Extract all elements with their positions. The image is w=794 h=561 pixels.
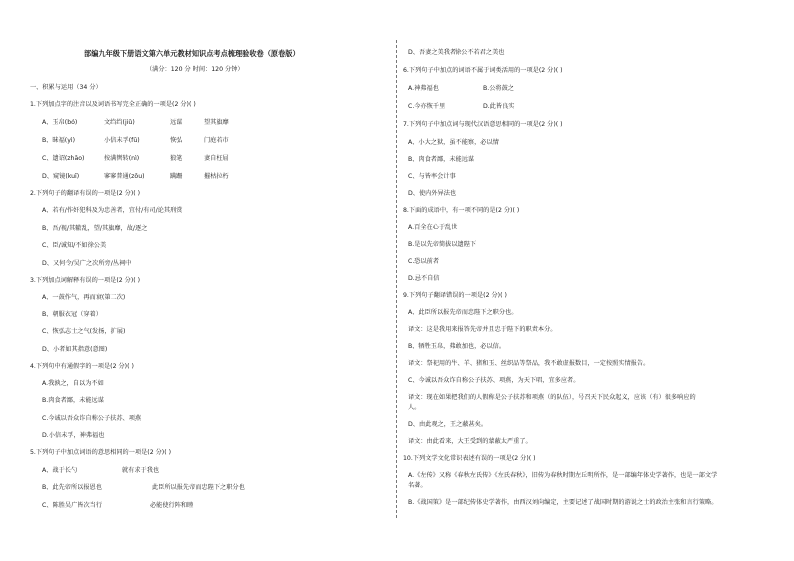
q9-translation-d: 译文：由此看来，大王受到的蒙蔽太严重了。: [408, 438, 532, 445]
q3-option-c: C、恢弘志士之气(发扬，扩展): [42, 328, 126, 335]
q5-option-d-1: D、吾妻之美我者: [408, 49, 457, 56]
q9-translation-c: 译文：现在如果把我们的人假称是公子扶苏和项燕（的队伍），号召天下民众起义，应该（有）很多响应的: [408, 394, 696, 401]
q6-option-b: B.公将鼓之: [483, 85, 514, 92]
q7-option-b: B、肉食者鄙，未能远谋: [408, 156, 475, 163]
exam-title: 部编九年级下册语文第六单元教材知识点考点梳理验收卷（原卷版）: [84, 49, 300, 58]
q1-option-b-2: 小信未孚(fū): [104, 137, 140, 144]
q1-option-b-4: 门庭若市: [204, 137, 229, 144]
q4-option-b: B.肉食者鄙，未能远谋: [42, 397, 104, 404]
question-1-stem: 1.下列加点字的注音以及词语书写完全正确的一项是(2 分)( ): [30, 101, 196, 108]
column-divider: [396, 40, 397, 518]
q10-option-b: B.《战国策》是一部纪传体史学著作，由西汉刘向编定，主要记述了战国时期的游说之士的政治主张和言行策略。: [408, 499, 718, 506]
q3-option-b: B、朝服衣冠（穿着）: [42, 311, 102, 318]
q7-option-c: C、与皆率会计事: [408, 173, 456, 180]
q8-option-d: D.忌不自信: [408, 275, 440, 282]
q8-option-c: C.恐以前者: [408, 258, 440, 265]
q7-option-d: D、使内外异法也: [408, 190, 457, 197]
q6-option-c: C.今亦恢千里: [408, 103, 446, 110]
q6-option-a: A.神弗福也: [408, 85, 439, 92]
q8-option-a: A.百全在心于乱世: [408, 224, 458, 231]
q1-option-c-2: 按满辔转(nì): [104, 155, 140, 162]
q3-option-d: D、小者如其指意(意图): [42, 346, 108, 353]
q2-option-b: B、吾/视/其辙乱，望/其旗靡，故/逐之: [42, 225, 148, 232]
q1-option-a-1: A、玉帛(bó): [42, 119, 78, 126]
q1-option-d-2: 寥寥普通(zōu): [104, 173, 145, 180]
q8-option-b: B.是以先帝简拔以遗陛下: [408, 241, 477, 248]
q10-option-a: A.《左传》又称《春秋左氏传》《左氏春秋》，旧传为春秋时期左丘明所作，是一部编年体史学著作，也是一部文学: [408, 472, 718, 479]
q5-option-a-1: A、战于长勺: [42, 467, 78, 474]
q9-translation-c-cont: 人。: [408, 404, 421, 411]
q1-option-b-3: 恢弘: [170, 137, 183, 144]
q10-option-a-cont: 名著。: [408, 482, 427, 489]
q1-option-d-3: 蹒跚: [170, 173, 183, 180]
q9-translation-b: 译文：祭祀用的牛、羊、猪和玉、丝织品等祭品，我不敢虚报数目，一定按照实情报告。: [408, 360, 650, 367]
q2-option-a: A、若有/作奸犯科及为忠善者，宜付/有司/论其刑赏: [42, 207, 183, 214]
q9-item-c: C、今诚以吾众诈自称公子扶苏、项燕，为天下唱，宜多应者。: [408, 377, 580, 384]
question-5-stem: 5.下列句子中加点词语的意思相同的一项是(2 分)( ): [30, 449, 171, 456]
question-2-stem: 2.下列句子的翻译有误的一项是(2 分)( ): [30, 190, 141, 197]
q5-option-d-2: 徐公不若君之美也: [455, 49, 505, 56]
q6-option-d: D.此皆良实: [483, 103, 515, 110]
exam-meta: （满分：120 分 时间：120 分钟）: [146, 66, 244, 73]
q3-option-a: A、一鼓作气，再而衰(第二次): [42, 294, 126, 301]
q7-option-a: A、小大之狱，虽不能察，必以情: [408, 139, 499, 146]
q5-option-c-2: 必能使行阵和睦: [150, 502, 194, 509]
question-9-stem: 9.下列句子翻译错误的一项是(2 分)( ): [403, 292, 507, 299]
q2-option-c: C、臣/诚知/不如徐公美: [42, 242, 107, 249]
question-10-stem: 10.下列文学文化常识表述有误的一项是(2 分)( ): [403, 455, 536, 462]
question-6-stem: 6.下列句子中加点的词语不属于词类活用的一项是(2 分)( ): [403, 67, 563, 74]
question-7-stem: 7.下列句子中加点词与现代汉语意思相同的一项是(2 分)( ): [403, 121, 563, 128]
q1-option-b-1: B、昧福(yì): [42, 137, 76, 144]
question-8-stem: 8.下面的成语中，有一项不同的是(2 分)( ): [403, 207, 520, 214]
q9-translation-a: 译文：这是我用来报答先帝并且忠于陛下的职责本分。: [408, 326, 557, 333]
q5-option-b-1: B、此先帝所以报恩也: [42, 484, 102, 491]
q1-option-a-4: 望其旗靡: [204, 119, 229, 126]
q9-item-a: A、此臣所以报先帝而忠陛下之职分也。: [408, 309, 518, 316]
section-heading: 一、积累与运用（34 分）: [30, 84, 102, 91]
q1-option-d-4: 摧枯拉朽: [204, 173, 229, 180]
q1-option-a-3: 远谋: [170, 119, 183, 126]
q1-option-c-4: 妻自枉屈: [204, 155, 229, 162]
q9-item-b: B、牺牲玉帛，弗敢加也，必以信。: [408, 343, 506, 350]
q4-option-a: A.我孰之，自以为不如: [42, 380, 104, 387]
q5-option-b-2: 此臣所以报先帝而忠陛下之职分也: [152, 484, 245, 491]
q1-option-c-1: C、遗诏(zhāo): [42, 155, 85, 162]
q1-option-d-1: D、窥镜(kuī): [42, 173, 80, 180]
q4-option-d: D.小信未孚，神弗福也: [42, 432, 105, 439]
q2-option-d: D、又何令/吴广之次所旁/丛祠中: [42, 260, 132, 267]
question-4-stem: 4.下列句中有通假字的一项是(2 分)( ): [30, 363, 134, 370]
q1-option-c-3: 狼笔: [170, 155, 183, 162]
q9-item-d: D、由此观之，王之蔽甚矣。: [408, 421, 488, 428]
q5-option-c-1: C、陈胜吴广皆次当行: [42, 502, 103, 509]
q4-option-c: C.今诚以吾众诈自称公子扶苏、项燕: [42, 415, 142, 422]
q5-option-a-2: 就有求于我也: [122, 467, 160, 474]
q1-option-a-2: 文绉绉(jiǔ): [104, 119, 135, 126]
question-3-stem: 3.下列加点词解释有误的一项是(2 分)( ): [30, 277, 141, 284]
